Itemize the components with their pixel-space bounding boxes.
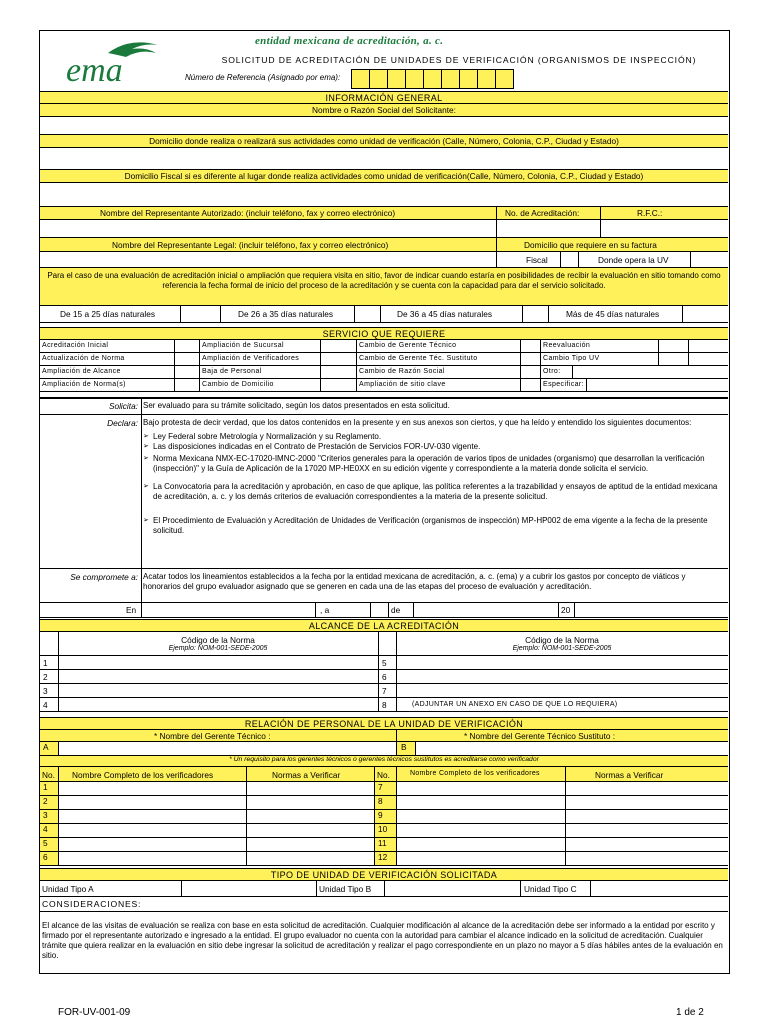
comma-a-label: , a [320,605,330,615]
row-number: 1 [43,658,48,668]
fiscal-address-field[interactable] [40,183,728,207]
compromete-label: Se compromete a: [70,572,138,582]
service-option: Cambio de Gerente Téc. Sustituto [359,355,478,362]
row-number: 8 [375,796,396,809]
place-field[interactable] [141,602,142,617]
row-number: 7 [375,782,396,795]
declara-bullet: ➢ Ley Federal sobre Metrología y Normalización y su Reglamento. [143,432,723,442]
verifier-header-row [40,767,728,782]
row-number: 9 [375,810,396,823]
type-c-label: Unidad Tipo C [524,884,577,894]
service-option: Ampliación de Alcance [42,368,121,375]
service-option: Ampliación de Verificadores [202,355,300,362]
annex-note: (ADJUNTAR UN ANEXO EN CASO DE QUE LO REQUIERA) [412,701,618,708]
company-name-field[interactable] [40,117,728,135]
svg-text:ema: ema [66,52,123,87]
norms-label: Normas a Verificar [272,770,341,780]
row-number: 3 [43,686,48,696]
gts-label: * Nombre del Gerente Técnico Sustituto : [464,731,616,741]
declara-text: Bajo protesta de decir verdad, que los datos contenidos en la presente y en sus anexos son ciertos, y que ha leído y entendido los siguientes documentos: [143,418,692,427]
reference-number-boxes[interactable] [352,69,514,89]
page-number: 1 de 2 [676,1007,704,1018]
service-option: Reevaluación [543,342,591,349]
service-row [40,353,728,366]
rep-auth-label: Nombre del Representante Autorizado: (incluir teléfono, fax y correo electrónico) [100,208,396,218]
accreditation-no-label: No. de Acreditación: [505,208,580,218]
manager-b-marker: B [397,742,415,755]
visit-checkbox-4[interactable] [682,306,683,322]
fiscal-checkbox[interactable] [578,252,579,267]
manager-note: * Un requisito para los gerentes técnicos o gerentes técnicos sustitutos es acreditarse como verificador [40,756,728,767]
legal-rep-row [40,238,728,252]
row-number: 8 [382,700,387,710]
service-row [40,379,728,392]
visit-option-4: Más de 45 días naturales [566,309,660,319]
row-number: 5 [382,658,387,668]
rep-auth-field[interactable] [40,220,728,238]
considerations-text: El alcance de las visitas de evaluación se realiza con base en esta solicitud de acreditación. Cualquier modificación al alcance de la acreditación debe ser informado a la entidad por escrito y firmado por el representante autorizado e ingresado a la entidad. El grupo evaluador no cuenta con la autoridad para cambiar el alcance indicado en la solicitud de acreditación. Cualquier trámite que quiera realizar en la evaluación en sitio debe ingresar la solicitud de acreditación y realizar el pago correspondiente en un plazo no mayor a 5 días hábiles antes de la evaluación en sitio. [42,921,723,960]
manager-label-row [40,730,728,742]
type-b-checkbox[interactable] [384,881,385,896]
row-number: 6 [40,852,58,865]
general-info-heading: INFORMACIÓN GENERAL [40,91,728,104]
de-label: de [391,605,401,615]
service-option: Especificar: [543,381,584,388]
rep-legal-label: Nombre del Representante Legal: (incluir teléfono, fax y correo electrónico) [112,240,389,250]
scope-row[interactable] [40,684,728,698]
scope-row[interactable] [40,656,728,670]
ref-digit[interactable] [351,69,370,89]
service-option: Ampliación de sitio clave [359,381,446,388]
no-label: No. [42,770,55,780]
uv-option: Donde opera la UV [598,255,669,265]
service-row [40,340,728,353]
rfc-label: R.F.C.: [637,208,663,218]
row-number: 11 [375,838,396,851]
ref-digit[interactable] [477,69,496,89]
scope-row[interactable] [40,670,728,684]
visit-note: Para el caso de una evaluación de acreditación inicial o ampliación que requiera visita en sitio, favor de indicar cuando estaría en posibilidades de recibir la evaluación en sitio tomando como referencia la fecha formal de inicio del proceso de la acreditación y se cuenta con la capacidad para dar el servicio solicitado. [40,268,728,306]
place-date-row [40,602,728,618]
scope-heading: ALCANCE DE LA ACREDITACIÓN [40,619,728,632]
verifier-row[interactable] [40,824,728,838]
document-title: SOLICITUD DE ACREDITACIÓN DE UNIDADES DE VERIFICACIÓN (ORGANISMOS DE INSPECCIÓN) [221,55,697,65]
service-option: Baja de Personal [202,368,262,375]
type-a-checkbox[interactable] [181,881,182,896]
solicita-text: Ser evaluado para su trámite solicitado, según los datos presentados en esta solicitud. [143,401,450,410]
company-name-label: Nombre o Razón Social del Solicitante: [40,104,728,117]
visit-option-1: De 15 a 25 días naturales [60,309,156,319]
row-number: 4 [40,824,58,837]
verifier-row[interactable] [40,810,728,824]
row-number: 7 [382,686,387,696]
declara-bullet: ➢ Las disposiciones indicadas en el Contrato de Prestación de Servicios FOR-UV-030 vigente. [143,442,723,452]
reference-label: Número de Referencia (Asignado por ema): [185,73,341,82]
ref-digit[interactable] [369,69,388,89]
form-code: FOR-UV-001-09 [58,1007,131,1018]
row-number: 6 [382,672,387,682]
verifier-row[interactable] [40,852,728,866]
visit-option-2: De 26 a 35 días naturales [238,309,334,319]
norm-code-label-right: Código de la Norma [525,635,599,645]
manager-a-marker: A [40,742,58,755]
row-number: 5 [40,838,58,851]
norm-example-right: Ejemplo: NOM-001-SEDE-2005 [512,645,612,652]
service-option: Otro: [543,368,561,375]
ref-digit[interactable] [495,69,514,89]
org-name: entidad mexicana de acreditación, a. c. [255,35,444,47]
ref-digit[interactable] [423,69,442,89]
rep-legal-field[interactable] [40,252,728,268]
personnel-heading: RELACIÓN DE PERSONAL DE LA UNIDAD DE VERIFICACIÓN [40,717,728,730]
gt-label: * Nombre del Gerente Técnico : [154,731,271,741]
type-c-checkbox[interactable] [590,881,591,896]
service-option: Acreditación Inicial [42,342,109,349]
service-option: Cambio de Razón Social [359,368,445,375]
row-number: 2 [40,796,58,809]
visit-option-3: De 36 a 45 días naturales [397,309,493,319]
year-field[interactable] [574,602,575,617]
visit-checkbox-1[interactable] [180,306,181,322]
service-option: Cambio de Domicilio [202,381,274,388]
address-field[interactable] [40,148,728,170]
declara-bullet: ➢ Norma Mexicana NMX-EC-17020-IMNC-2000 "Criterios generales para la operación de varios tipos de unidades (organismo) que desarrollan la verificación (inspección)" y la Guía de Aplicación de la 17020 MP-HE0XX en su edición vigente y correspondiente a la materia donde solicita el servicio. [143,454,723,474]
en-label: En [126,605,137,615]
year-label: 20 [561,605,571,615]
representative-row [40,207,728,220]
declara-label: Declara: [107,418,138,428]
row-number: 4 [43,700,48,710]
no-label: No. [377,770,390,780]
manager-field-row[interactable] [40,742,728,756]
row-number: 12 [375,852,396,865]
form-header [40,31,728,91]
visit-checkbox-3[interactable] [522,306,523,322]
solicita-label: Solicita: [108,401,138,411]
address-label: Domicilio donde realiza o realizará sus actividades como unidad de verificación (Calle, Número, Colonia, C.P., Ciudad y Estado) [40,135,728,148]
row-number: 10 [375,824,396,837]
service-option: Actualización de Norma [42,355,125,362]
service-option: Ampliación de Sucursal [202,342,284,349]
verifier-row[interactable] [40,782,728,796]
ref-digit[interactable] [459,69,478,89]
norm-code-label-left: Código de la Norma [181,635,255,645]
names-label: Nombre Completo de los verificadores [72,770,214,780]
declara-block [143,418,723,536]
row-number: 3 [40,810,58,823]
ref-digit[interactable] [405,69,424,89]
considerations-label: CONSIDERACIONES: [42,899,142,909]
norms-label: Normas a Verificar [595,770,664,780]
scope-header-row [40,632,728,656]
norm-example-left: Ejemplo: NOM-001-SEDE-2005 [168,645,268,652]
invoice-label: Domicilio que requiere en su factura [524,240,657,250]
service-option: Ampliación de Norma(s) [42,381,126,388]
service-row [40,366,728,379]
service-heading: SERVICIO QUE REQUIERE [40,327,728,340]
type-heading: TIPO DE UNIDAD DE VERIFICACIÓN SOLICITADA [40,868,728,881]
fiscal-address-label: Domicilio Fiscal si es diferente al lugar donde realiza actividades como unidad de verificación(Calle, Número, Colonia, C.P., Ciudad y Estado) [40,170,728,183]
scope-row[interactable] [40,698,728,712]
verifier-row[interactable] [40,796,728,810]
compromete-text: Acatar todos los lineamientos establecidos a la fecha por la entidad mexicana de acreditación, a. c. (ema) y a cubrir los gastos por concepto de viáticos y honorarios del grupo evaluador asignado que se generen en cada una de las etapas del proceso de evaluación y acreditación. [143,572,686,591]
visit-checkbox-2[interactable] [354,306,355,322]
ref-digit[interactable] [441,69,460,89]
row-number: 1 [40,782,58,795]
visit-options-row [40,306,728,323]
type-row [40,881,728,897]
type-b-label: Unidad Tipo B [319,884,372,894]
declara-bullet: ➢ La Convocatoria para la acreditación y aprobación, en caso de que aplique, las política referentes a la trazabilidad y ensayos de aptitud de la entidad mexicana de acreditación, a. c. y los demás criterios de evaluación correspondientes a la materia de la presente solicitud. [143,482,723,502]
service-option: Cambio Tipo UV [543,355,600,362]
row-number: 2 [43,672,48,682]
verifier-row[interactable] [40,838,728,852]
declara-bullet: ➢ El Procedimiento de Evaluación y Acreditación de Unidades de Verificación (organismos de inspección) MP-HP002 de ema vigente a la fecha de la presente solicitud. [143,516,723,536]
type-a-label: Unidad Tipo A [42,884,94,894]
names-label: Nombre Completo de los verificadores [410,770,540,777]
fiscal-option: Fiscal [526,255,548,265]
ref-digit[interactable] [387,69,406,89]
form-frame [39,30,730,974]
service-option: Cambio de Gerente Técnico [359,342,457,349]
